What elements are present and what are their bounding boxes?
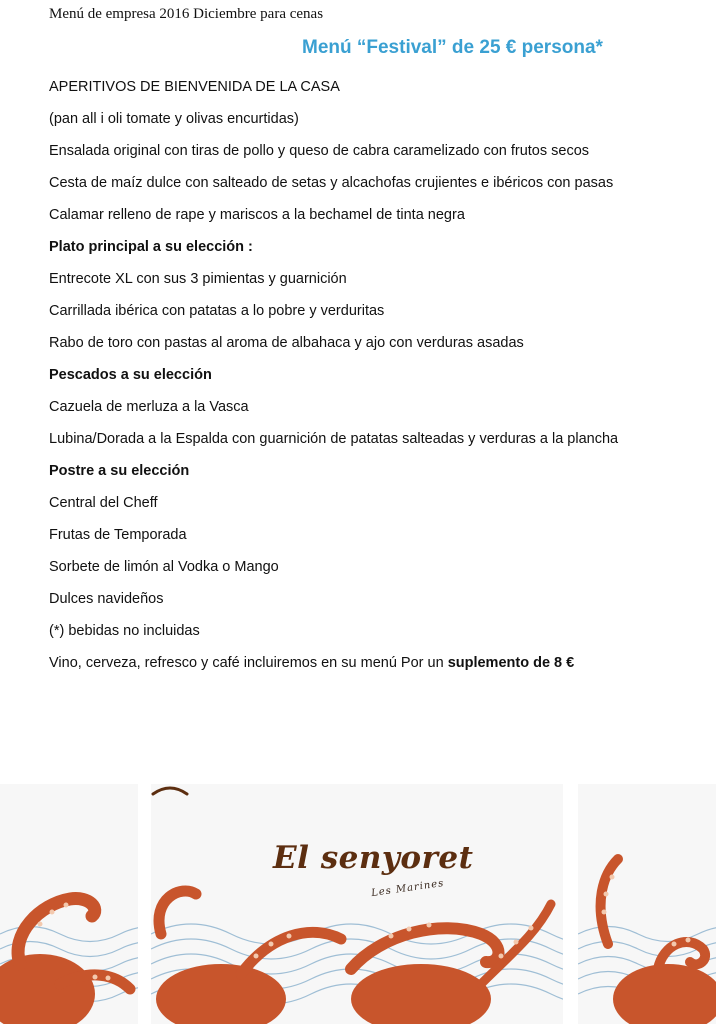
supplement-line	[49, 652, 699, 684]
logo-subtitle: Les Marines	[370, 877, 445, 900]
supplement-text: Vino, cerveza, refresco y café incluiremos en su menú Por un	[49, 655, 448, 671]
octopus-panel-right	[578, 784, 716, 1024]
section-heading-fish: Pescados a su elección	[49, 367, 212, 383]
logo-hat-icon	[151, 784, 189, 796]
menu-item: Entrecote XL con sus 3 pimientas y guarnición	[49, 271, 347, 287]
menu-title: Menú “Festival” de 25 € persona*	[302, 37, 603, 58]
menu-item: Frutas de Temporada	[49, 527, 187, 543]
menu-item: Ensalada original con tiras de pollo y queso de cabra caramelizado con frutos secos	[49, 143, 590, 159]
menu-item: Cazuela de merluza a la Vasca	[49, 399, 249, 415]
section-heading-dessert: Postre a su elección	[49, 463, 190, 479]
menu-item: Lubina/Dorada a la Espalda con guarnición de patatas salteadas y verduras a la plancha	[49, 431, 619, 447]
section-heading-main-course: Plato principal a su elección :	[49, 239, 253, 255]
menu-item: Central del Cheff	[49, 495, 158, 511]
drinks-note: (*) bebidas no incluidas	[49, 623, 200, 639]
menu-item: Dulces navideños	[49, 591, 164, 607]
menu-item: Rabo de toro con pastas al aroma de albahaca y ajo con verduras asadas	[49, 335, 524, 351]
menu-item: Sorbete de limón al Vodka o Mango	[49, 559, 279, 575]
menu-item: Cesta de maíz dulce con salteado de setas y alcachofas crujientes e ibéricos con pasas	[49, 175, 614, 191]
octopus-panel-left	[0, 784, 138, 1024]
footer-illustration	[0, 784, 716, 1024]
section-heading-aperitivos: APERITIVOS DE BIENVENIDA DE LA CASA	[49, 79, 340, 95]
supplement-price: suplemento de 8 €	[447, 655, 575, 671]
menu-item: (pan all i oli tomate y olivas encurtidas)	[49, 111, 299, 127]
octopus-panel-center	[151, 784, 563, 1024]
menu-item: Carrillada ibérica con patatas a lo pobre y verduritas	[49, 303, 385, 319]
menu-list	[49, 76, 699, 684]
menu-header: Menú de empresa 2016 Diciembre para cenas	[49, 6, 324, 22]
logo-name: El senyoret	[273, 840, 474, 876]
menu-item: Calamar relleno de rape y mariscos a la bechamel de tinta negra	[49, 207, 465, 223]
